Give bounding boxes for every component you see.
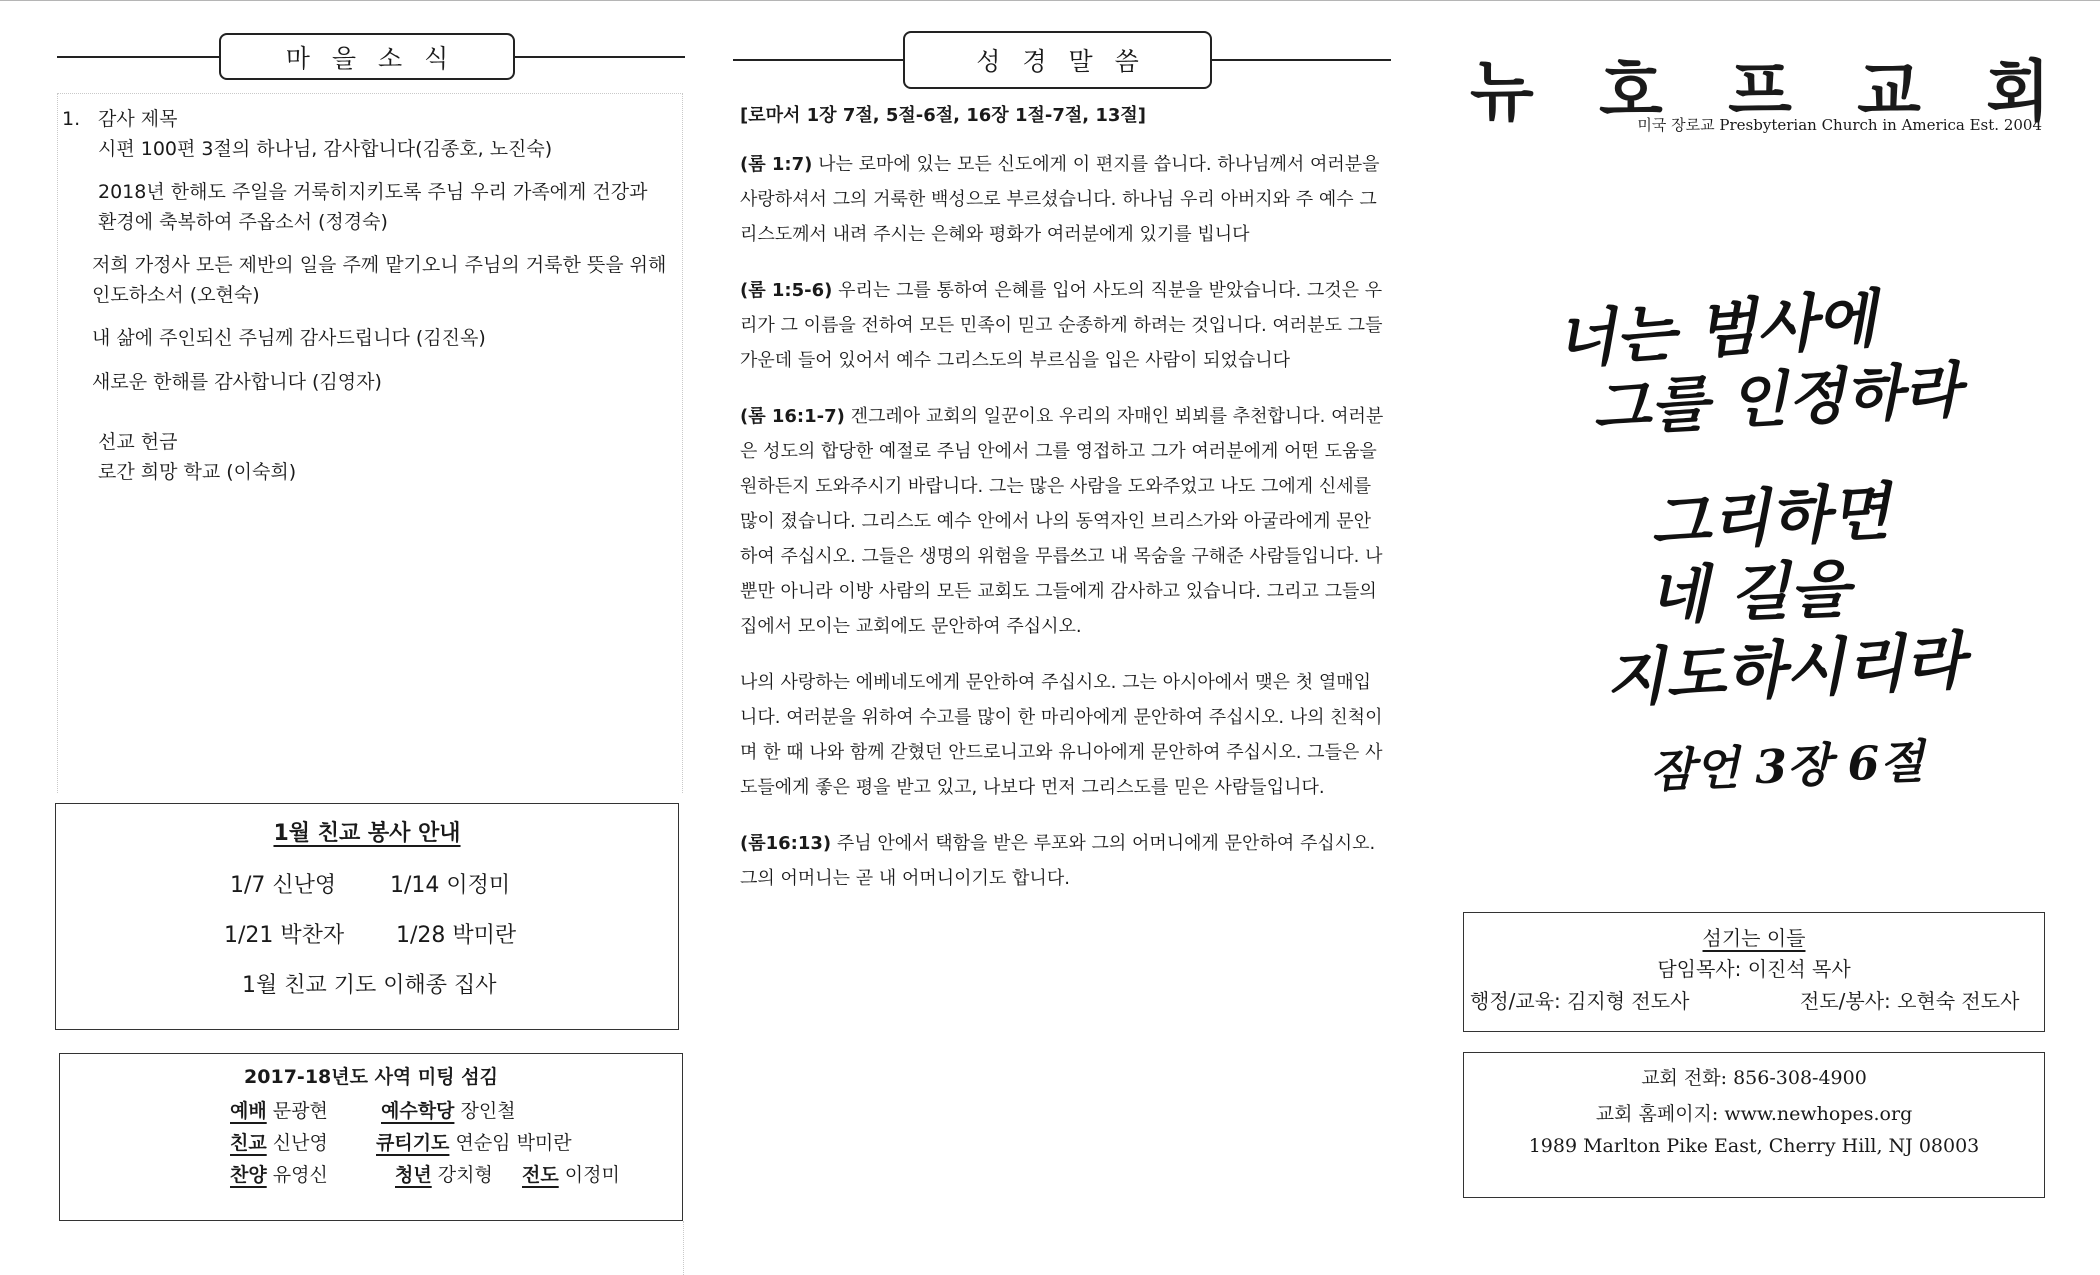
news-item: 인도하소서 (오현숙) (92, 284, 260, 306)
fellowship-prayer: 1월 친교 기도 이해종 집사 (242, 973, 497, 998)
ministry-person: 장인철 (460, 1100, 516, 1122)
verse-line: 너는 범사에 (1553, 281, 1879, 378)
ministry-person: 강치형 (437, 1164, 493, 1186)
news-item: 저희 가정사 모든 제반의 일을 주께 맡기오니 주님의 거룩한 뜻을 위해 (92, 254, 667, 276)
verse-text: 주님 안에서 택함을 받은 루포와 그의 어머니에게 문안하여 주십시오. 그의 어머니는 곧 내 어머니이기도 합니다. (740, 833, 1376, 889)
news-item: 시편 100편 3절의 하나님, 감사합니다(김종호, 노진숙) (98, 138, 553, 160)
news-item: 내 삶에 주인되신 주님께 감사드립니다 (김진옥) (92, 327, 486, 349)
scripture-reference: [로마서 1장 7절, 5절-6절, 16장 1절-7절, 13절] (740, 105, 1147, 126)
mission-item: 로간 희망 학교 (이숙희) (98, 461, 297, 483)
verse-ref: (롬 16:1-7) (740, 406, 845, 427)
news-border-tail (683, 1221, 684, 1275)
ministry-label: 큐티기도 (376, 1132, 450, 1154)
verse-text: 겐그레아 교회의 일꾼이요 우리의 자매인 뵈뵈를 추천합니다. 여러분은 성도의 합당한 예절로 주님 안에서 그를 영접하고 그가 여러분에게 어떤 도움을 원하든지 도와주시기 바랍니다. 그는 많은 사람을 도와주었고 나도 그에게 신세를 많이 졌습니다. 그리스도 예수 안에서 나의 동역자인 브리스가와 아굴라에게 문안하여 주십시오. 그들은 생명의 위험을 무릅쓰고 내 목숨을 구해준 사람들입니다. 나 뿐만 아니라 이방 사람의 모든 교회도 그들에게 감사하고 있습니다. 그리고 그들의 집에서 모이는 교회에도 문안하여 주십시오. (740, 406, 1384, 637)
service-entry: 1/21 박찬자 (224, 923, 345, 948)
village-news (57, 93, 683, 793)
verse-text: 나는 로마에 있는 모든 신도에게 이 편지를 씁니다. 하나님께서 여러분을 사랑하셔서 그의 거룩한 백성으로 부르셨습니다. 하나님 우리 아버지와 주 예수 그리스도께서 내려 주시는 은혜와 평화가 여러분에게 있기를 빕니다 (740, 154, 1380, 245)
church-phone: 교회 전화: 856-308-4900 (1641, 1067, 1867, 1089)
church-name-char: 프 (1728, 53, 1792, 130)
service-entry: 1/7 신난영 (230, 873, 337, 898)
verse-ref: (롬16:13) (740, 833, 832, 854)
staff-admin: 행정/교육: 김지형 전도사 (1470, 989, 1690, 1013)
news-item: 환경에 축복하여 주옵소서 (정경숙) (98, 211, 388, 233)
ministry-label: 예수학당 (381, 1100, 455, 1122)
staff-title: 섬기는 이들 (1702, 926, 1806, 950)
news-title: 감사 제목 (98, 108, 178, 130)
middle-section-title: 성경말씀 (903, 31, 1212, 89)
mission-title: 선교 헌금 (98, 431, 178, 453)
verse-text: 우리는 그를 통하여 은혜를 입어 사도의 직분을 받았습니다. 그것은 우리가 그 이름을 전하여 모든 민족이 믿고 순종하게 하려는 것입니다. 여러분도 그들 가운데 들어 있어서 예수 그리스도의 부르심을 입은 사람이 되었습니다 (740, 280, 1383, 371)
church-address: 1989 Marlton Pike East, Cherry Hill, NJ 08003 (1528, 1135, 1980, 1157)
ministry-meeting-box (59, 1053, 683, 1221)
staff-evangelism: 전도/봉사: 오현숙 전도사 (1800, 989, 2020, 1013)
scripture-paragraph (740, 665, 1385, 805)
church-name-char: 회 (1986, 53, 2050, 130)
church-website: 교회 홈페이지: www.newhopes.org (1595, 1103, 1913, 1125)
staff-pastor: 담임목사: 이진석 목사 (1657, 957, 1851, 981)
church-name-char: 뉴 (1470, 53, 1534, 130)
church-name-char: 호 (1599, 53, 1663, 130)
ministry-label: 전도 (522, 1164, 559, 1186)
scripture-paragraph (740, 826, 1385, 896)
fellowship-service-title: 1월 친교 봉사 안내 (273, 821, 461, 846)
church-subtitle: 미국 장로교 Presbyterian Church in America Est. 2004 (1637, 116, 2042, 134)
verse-ref: (롬 1:7) (740, 154, 813, 175)
staff-box (1463, 912, 2045, 1032)
verse-text: 나의 사랑하는 에베네도에게 문안하여 주십시오. 그는 아시아에서 맺은 첫 열매입니다. 여러분을 위하여 수고를 많이 한 마리아에게 문안하여 주십시오. 나의 친척이며 한 때 나와 함께 갇혔던 안드로니고와 유니아에게 문안하여 주십시오. 그들은 사도들에게 좋은 평을 받고 있고, 나보다 먼저 그리스도를 믿은 사람들입니다. (740, 672, 1383, 798)
verse-line: 네 길을 (1646, 552, 1851, 633)
contact-box (1463, 1052, 2045, 1198)
verse-reference: 잠언 3장 6절 (1649, 734, 1925, 798)
news-number: 1. (62, 108, 81, 130)
scripture-text (740, 98, 1385, 917)
ministry-title: 2017-18년도 사역 미팅 섬김 (244, 1066, 498, 1088)
left-section-title: 마을소식 (219, 33, 515, 80)
verse-line: 그를 인정하라 (1590, 355, 1963, 445)
verse-ref: (롬 1:5-6) (740, 280, 833, 301)
ministry-label: 친교 (230, 1132, 267, 1154)
verse-line: 지도하시리라 (1603, 623, 1967, 716)
news-item: 2018년 한해도 주일을 거룩히지키도록 주님 우리 가족에게 건강과 (98, 181, 648, 203)
ministry-person: 이정미 (564, 1164, 620, 1186)
verse-line: 그리하면 (1648, 474, 1892, 561)
page-top-border (0, 0, 2100, 1)
ministry-person: 문광현 (272, 1100, 328, 1122)
ministry-person: 연순임 박미란 (455, 1132, 572, 1154)
ministry-label: 찬양 (230, 1164, 267, 1186)
fellowship-service-box (55, 803, 679, 1030)
church-name-char: 교 (1857, 53, 1921, 130)
ministry-person: 유영신 (272, 1164, 328, 1186)
scripture-paragraph (740, 399, 1385, 644)
news-item: 새로운 한해를 감사합니다 (김영자) (92, 371, 382, 393)
ministry-label: 청년 (395, 1164, 432, 1186)
scripture-paragraph (740, 273, 1385, 378)
scripture-paragraph (740, 147, 1385, 252)
service-entry: 1/28 박미란 (396, 923, 517, 948)
ministry-label: 예배 (230, 1100, 267, 1122)
service-entry: 1/14 이정미 (390, 873, 511, 898)
ministry-person: 신난영 (272, 1132, 328, 1154)
